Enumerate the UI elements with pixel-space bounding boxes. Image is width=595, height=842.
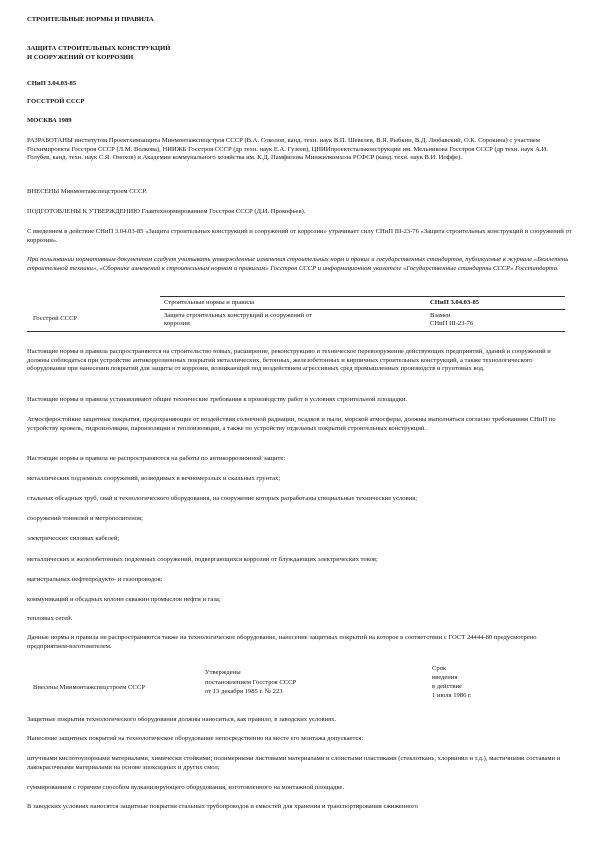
title-block-replaces: Взамен	[430, 312, 451, 319]
doc-title-line-2: И СООРУЖЕНИЙ ОТ КОРРОЗИИ	[27, 54, 134, 61]
onsite-materials-paragraph: штучными кислотоупорными материалами, химически стойкими; полимерными листовыми материалами и слоистыми пластиками (стеклоткань, хлорвинил и т.д.), мастичными составами и лакокрасочными материалами на основе эпоксидных и других смол;	[27, 755, 561, 771]
exclusion-item: коммуникаций и обсадных колонн скважин промыслов нефти и газа;	[27, 596, 221, 603]
scope-paragraph: Настоящие нормы и правила распространяются на строительство новых, расширение, реконструкцию и техническое перевооружение действующих предприятий, зданий и сооружений и должны соблюдаться при устройстве антикоррозионных покрытий металлических, бетонных, железобетонных и кирпичных строительных конструкций, а также технологического оборудования при нанесении покрытий для защиты от коррозии, возникающей под воздействием агрессивных сред промышленных производств и грунтовых вод.	[27, 348, 551, 372]
developed-by-paragraph: РАЗРАБОТАНЫ институтом Проектхимзащита Минмонтажспецстроя СССР (В.А. Соколов, канд. техн. наук В.П. Шевелев, В.Я. Рыбкин, В.Д. Любавский, О.К. Сорокина) с участием Госхимпроекта Госстроя СССР (Л.М. Волкова), НИИЖБ Госстроя СССР (др техн. наук Е.А. Гузеев), ЦНИИпроектстальконструкции им. Мельникова Госстроя СССР (др техн. наук А.И. Голубев, канд. техн. наук С.Я. Онохов) и Академии коммунального хозяйства им. К.Д. Памфилова Минжилкомхоза РСФСР (канд. техн. наук В.И. Иоффе).	[27, 137, 548, 161]
title-block-subject-2: коррозии	[164, 320, 190, 327]
exclusion-item: стальных обсадных труб, свай и технологического оборудования, на сооружение которых разработаны специальные технические условия;	[27, 495, 418, 502]
onsite-coating-paragraph: Нанесение защитных покрытий на технологическое оборудование непосредственно на месте его монтажа допускается:	[27, 735, 364, 742]
norms-heading: СТРОИТЕЛЬНЫЕ НОРМЫ И ПРАВИЛА	[27, 16, 154, 23]
city-year: МОСКВА 1989	[27, 117, 72, 124]
approval-line-2: постановлением Госстроя СССР	[205, 679, 297, 686]
exclusion-item: металлических и железобетонных подземных сооружений, подвергающихся коррозии от блуждающих электрических токов;	[27, 556, 378, 563]
exclusion-item: тепловых сетей.	[27, 615, 73, 622]
title-block-old-code: СНиП III-23-76	[430, 320, 474, 327]
doc-title-line-1: ЗАЩИТА СТРОИТЕЛЬНЫХ КОНСТРУКЦИЙ	[27, 45, 171, 52]
title-block-top-rule	[160, 296, 565, 297]
exclusions-intro: Настоящие нормы и правила не распространяются на работы по антикоррозионной защите:	[27, 455, 286, 462]
usage-note-paragraph: При пользовании нормативным документом следует учитывать утвержденные изменения строительных норм и правил и государственных стандартов, публикуемые в журнале «Бюллетень строительной техники», «Сборнике изменений к строительным нормам и правилам» Госстроя СССР и информационном указателе «Государственные стандарты СССР» Госстандарта.	[27, 256, 569, 272]
effective-term-line-2: введения	[432, 674, 458, 681]
approval-introduced-by: Внесены Минмонтажспецстроем СССР	[33, 684, 145, 691]
title-block-agency: Госстрой СССР	[33, 315, 78, 322]
general-requirements-paragraph: Настоящие нормы и правила устанавливают общие технические требования к производству работ в условиях строительной площадки.	[27, 396, 408, 403]
title-block-mid-rule	[160, 309, 565, 310]
title-block-bottom-rule	[27, 331, 565, 332]
doc-code: СНиП 3.04.03-85	[27, 80, 77, 87]
introduced-by-paragraph: ВНЕСЕНЫ Минмонтажспецстроем СССР.	[27, 188, 147, 195]
exclusion-item: металлических подземных сооружений, возводимых в вечномерзлых и скальных грунтах;	[27, 475, 281, 482]
agency: ГОССТРОЙ СССР	[27, 98, 85, 105]
effect-paragraph: С введением в действие СНиП 3.04.03-85 «Защита строительных конструкций и сооружений от коррозии» утрачивает силу СНиП III-23-76 «Защита строительных конструкций и сооружений от коррозии».	[27, 228, 572, 244]
effective-term-date: 1 июля 1986 г.	[432, 692, 472, 699]
rubber-lining-paragraph: гуммированием с горячим способом вулканизирующего оборудования, изготовленного на монтажной площадке.	[27, 784, 345, 791]
pipeline-paragraph: В заводских условиях наносятся защитные покрытия стальных трубопроводов и емкостей для хранения и транспортирования сжиженного	[27, 803, 419, 810]
title-block-code: СНиП 3.04.03-85	[430, 299, 480, 306]
exclusion-item: сооружений тоннелей и метрополитенов;	[27, 515, 144, 522]
prepared-by-paragraph: ПОДГОТОВЛЕНЫ К УТВЕРЖДЕНИЮ Главтехнормированием Госстроя СССР (Д.И. Прокофьев).	[27, 208, 306, 215]
title-block-subject-1: Защита строительных конструкций и сооружений от	[164, 312, 312, 319]
equipment-exclusion-paragraph: Данные нормы и правила не распространяются также на технологическое оборудование, нанесение защитных покрытий на которое в соответствии с ГОСТ 24444-80 предусмотрено предприятием-изготовителем.	[27, 634, 537, 650]
weatherproof-paragraph: Атмосферостойкие защитные покрытия, предохраняющие от воздействия солнечной радиации, осадков и пыли, морской атмосферы, должны выполняться согласно требованиям СНиП по устройству кровель, гидроизоляции, пароизоляции и теплоизоляции, а также по устройству отдельных покрытий строительных конструкций.	[27, 416, 556, 432]
approval-line-3: от 13 декабря 1985 г. № 223	[205, 688, 283, 695]
effective-term-line-3: в действие	[432, 683, 462, 690]
effective-term-line-1: Срок	[432, 665, 447, 672]
title-block-norms: Строительные нормы и правила	[164, 299, 255, 306]
exclusion-item: электрических силовых кабелей;	[27, 535, 120, 542]
factory-coating-paragraph: Защитные покрытия технологического оборудования должны наноситься, как правило, в заводских условиях.	[27, 716, 337, 723]
exclusion-item: магистральных нефтепродукто- и газопроводов;	[27, 576, 163, 583]
approval-line-1: Утверждены	[205, 669, 241, 676]
